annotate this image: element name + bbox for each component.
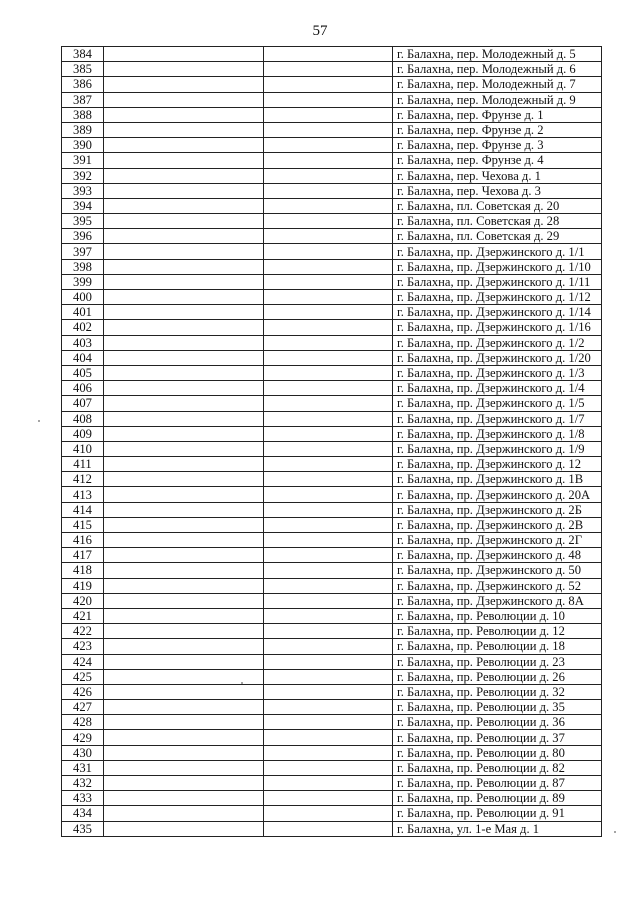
address-cell: г. Балахна, ул. 1-е Мая д. 1 — [393, 821, 602, 836]
row-number: 401 — [62, 305, 104, 320]
empty-cell — [264, 806, 393, 821]
table-row — [62, 548, 602, 563]
empty-cell — [104, 153, 264, 168]
scan-speck — [614, 831, 616, 833]
page-number: 57 — [312, 23, 328, 39]
address-cell: г. Балахна, пр. Революции д. 91 — [393, 806, 602, 821]
table-row — [62, 700, 602, 715]
address-cell: г. Балахна, пр. Дзержинского д. 1В — [393, 472, 602, 487]
table-row — [62, 411, 602, 426]
scan-speck — [241, 682, 243, 684]
address-cell: г. Балахна, пр. Дзержинского д. 12 — [393, 457, 602, 472]
address-cell: г. Балахна, пр. Революции д. 32 — [393, 684, 602, 699]
empty-cell — [104, 457, 264, 472]
row-number: 421 — [62, 608, 104, 623]
address-cell: г. Балахна, пер. Молодежный д. 7 — [393, 77, 602, 92]
table-row — [62, 472, 602, 487]
table-row — [62, 654, 602, 669]
table-row — [62, 502, 602, 517]
address-cell: г. Балахна, пр. Революции д. 89 — [393, 791, 602, 806]
address-cell: г. Балахна, пл. Советская д. 28 — [393, 214, 602, 229]
address-cell: г. Балахна, пр. Дзержинского д. 1/9 — [393, 441, 602, 456]
address-cell: г. Балахна, пер. Фрунзе д. 2 — [393, 122, 602, 137]
empty-cell — [104, 168, 264, 183]
table-row — [62, 821, 602, 836]
empty-cell — [264, 381, 393, 396]
empty-cell — [104, 274, 264, 289]
empty-cell — [264, 760, 393, 775]
empty-cell — [264, 821, 393, 836]
table-row — [62, 517, 602, 532]
empty-cell — [104, 229, 264, 244]
address-cell: г. Балахна, пр. Дзержинского д. 2Г — [393, 533, 602, 548]
empty-cell — [104, 745, 264, 760]
row-number: 433 — [62, 791, 104, 806]
table-row — [62, 760, 602, 775]
row-number: 426 — [62, 684, 104, 699]
empty-cell — [264, 122, 393, 137]
empty-cell — [104, 122, 264, 137]
table-row — [62, 426, 602, 441]
table-row — [62, 396, 602, 411]
empty-cell — [104, 548, 264, 563]
empty-cell — [104, 608, 264, 623]
row-number: 430 — [62, 745, 104, 760]
empty-cell — [104, 715, 264, 730]
empty-cell — [104, 472, 264, 487]
table-row — [62, 457, 602, 472]
empty-cell — [104, 441, 264, 456]
empty-cell — [264, 669, 393, 684]
row-number: 391 — [62, 153, 104, 168]
empty-cell — [264, 274, 393, 289]
table-row — [62, 441, 602, 456]
empty-cell — [104, 517, 264, 532]
empty-cell — [104, 487, 264, 502]
empty-cell — [104, 654, 264, 669]
address-cell: г. Балахна, пр. Дзержинского д. 1/4 — [393, 381, 602, 396]
empty-cell — [264, 350, 393, 365]
empty-cell — [104, 92, 264, 107]
empty-cell — [104, 47, 264, 62]
empty-cell — [264, 138, 393, 153]
empty-cell — [104, 244, 264, 259]
empty-cell — [264, 77, 393, 92]
empty-cell — [264, 639, 393, 654]
row-number: 397 — [62, 244, 104, 259]
row-number: 416 — [62, 533, 104, 548]
address-cell: г. Балахна, пр. Дзержинского д. 1/14 — [393, 305, 602, 320]
address-cell: г. Балахна, пр. Революции д. 10 — [393, 608, 602, 623]
empty-cell — [104, 198, 264, 213]
row-number: 402 — [62, 320, 104, 335]
table-row — [62, 183, 602, 198]
empty-cell — [104, 77, 264, 92]
address-cell: г. Балахна, пер. Молодежный д. 6 — [393, 62, 602, 77]
table-row — [62, 533, 602, 548]
empty-cell — [104, 760, 264, 775]
table-row — [62, 365, 602, 380]
empty-cell — [264, 365, 393, 380]
address-cell: г. Балахна, пл. Советская д. 20 — [393, 198, 602, 213]
empty-cell — [104, 335, 264, 350]
table-row — [62, 198, 602, 213]
empty-cell — [104, 396, 264, 411]
empty-cell — [264, 502, 393, 517]
empty-cell — [264, 411, 393, 426]
row-number: 407 — [62, 396, 104, 411]
address-cell: г. Балахна, пр. Дзержинского д. 50 — [393, 563, 602, 578]
address-cell: г. Балахна, пр. Революции д. 80 — [393, 745, 602, 760]
table-row — [62, 487, 602, 502]
empty-cell — [264, 183, 393, 198]
empty-cell — [264, 563, 393, 578]
empty-cell — [264, 730, 393, 745]
table-row — [62, 305, 602, 320]
row-number: 427 — [62, 700, 104, 715]
address-cell: г. Балахна, пр. Революции д. 23 — [393, 654, 602, 669]
row-number: 400 — [62, 290, 104, 305]
row-number: 389 — [62, 122, 104, 137]
row-number: 429 — [62, 730, 104, 745]
row-number: 425 — [62, 669, 104, 684]
empty-cell — [264, 593, 393, 608]
empty-cell — [264, 107, 393, 122]
empty-cell — [264, 715, 393, 730]
row-number: 390 — [62, 138, 104, 153]
empty-cell — [264, 487, 393, 502]
empty-cell — [264, 290, 393, 305]
table-row — [62, 745, 602, 760]
empty-cell — [264, 426, 393, 441]
empty-cell — [264, 198, 393, 213]
table-row — [62, 578, 602, 593]
address-cell: г. Балахна, пр. Революции д. 82 — [393, 760, 602, 775]
empty-cell — [264, 320, 393, 335]
table-row — [62, 107, 602, 122]
table-row — [62, 274, 602, 289]
empty-cell — [264, 624, 393, 639]
empty-cell — [264, 548, 393, 563]
address-cell: г. Балахна, пр. Революции д. 26 — [393, 669, 602, 684]
address-cell: г. Балахна, пр. Дзержинского д. 20А — [393, 487, 602, 502]
empty-cell — [104, 259, 264, 274]
address-cell: г. Балахна, пр. Дзержинского д. 1/7 — [393, 411, 602, 426]
address-cell: г. Балахна, пр. Дзержинского д. 1/11 — [393, 274, 602, 289]
empty-cell — [104, 684, 264, 699]
empty-cell — [264, 441, 393, 456]
address-cell: г. Балахна, пр. Революции д. 12 — [393, 624, 602, 639]
empty-cell — [264, 776, 393, 791]
empty-cell — [104, 776, 264, 791]
empty-cell — [264, 47, 393, 62]
empty-cell — [104, 183, 264, 198]
address-cell: г. Балахна, пр. Дзержинского д. 1/16 — [393, 320, 602, 335]
row-number: 394 — [62, 198, 104, 213]
row-number: 393 — [62, 183, 104, 198]
table-row — [62, 77, 602, 92]
empty-cell — [264, 533, 393, 548]
address-cell: г. Балахна, пер. Фрунзе д. 4 — [393, 153, 602, 168]
table-row — [62, 806, 602, 821]
address-cell: г. Балахна, пр. Дзержинского д. 1/8 — [393, 426, 602, 441]
empty-cell — [104, 305, 264, 320]
row-number: 414 — [62, 502, 104, 517]
row-number: 392 — [62, 168, 104, 183]
empty-cell — [264, 153, 393, 168]
empty-cell — [264, 305, 393, 320]
row-number: 420 — [62, 593, 104, 608]
row-number: 409 — [62, 426, 104, 441]
empty-cell — [104, 107, 264, 122]
address-cell: г. Балахна, пр. Дзержинского д. 2В — [393, 517, 602, 532]
table-row — [62, 214, 602, 229]
table-row — [62, 62, 602, 77]
address-cell: г. Балахна, пр. Дзержинского д. 1/3 — [393, 365, 602, 380]
address-cell: г. Балахна, пер. Чехова д. 3 — [393, 183, 602, 198]
empty-cell — [264, 335, 393, 350]
table-row — [62, 776, 602, 791]
empty-cell — [264, 259, 393, 274]
table-row — [62, 624, 602, 639]
row-number: 384 — [62, 47, 104, 62]
row-number: 395 — [62, 214, 104, 229]
row-number: 423 — [62, 639, 104, 654]
empty-cell — [104, 669, 264, 684]
address-cell: г. Балахна, пл. Советская д. 29 — [393, 229, 602, 244]
row-number: 385 — [62, 62, 104, 77]
empty-cell — [104, 791, 264, 806]
address-cell: г. Балахна, пер. Чехова д. 1 — [393, 168, 602, 183]
empty-cell — [104, 381, 264, 396]
row-number: 432 — [62, 776, 104, 791]
row-number: 398 — [62, 259, 104, 274]
table-row — [62, 639, 602, 654]
row-number: 424 — [62, 654, 104, 669]
row-number: 418 — [62, 563, 104, 578]
empty-cell — [264, 608, 393, 623]
row-number: 404 — [62, 350, 104, 365]
address-cell: г. Балахна, пер. Молодежный д. 9 — [393, 92, 602, 107]
table-row — [62, 350, 602, 365]
address-cell: г. Балахна, пр. Дзержинского д. 1/12 — [393, 290, 602, 305]
empty-cell — [104, 502, 264, 517]
empty-cell — [104, 290, 264, 305]
address-cell: г. Балахна, пр. Дзержинского д. 2Б — [393, 502, 602, 517]
table-row — [62, 244, 602, 259]
empty-cell — [104, 320, 264, 335]
row-number: 386 — [62, 77, 104, 92]
empty-cell — [104, 365, 264, 380]
table-row — [62, 381, 602, 396]
empty-cell — [104, 578, 264, 593]
address-cell: г. Балахна, пр. Революции д. 37 — [393, 730, 602, 745]
row-number: 431 — [62, 760, 104, 775]
address-cell: г. Балахна, пр. Дзержинского д. 1/5 — [393, 396, 602, 411]
table-row — [62, 715, 602, 730]
address-cell: г. Балахна, пр. Дзержинского д. 8А — [393, 593, 602, 608]
address-cell: г. Балахна, пр. Дзержинского д. 48 — [393, 548, 602, 563]
table-row — [62, 47, 602, 62]
table-row — [62, 320, 602, 335]
row-number: 388 — [62, 107, 104, 122]
scan-speck — [38, 420, 40, 422]
row-number: 415 — [62, 517, 104, 532]
empty-cell — [264, 396, 393, 411]
empty-cell — [264, 578, 393, 593]
row-number: 435 — [62, 821, 104, 836]
row-number: 387 — [62, 92, 104, 107]
table-row — [62, 730, 602, 745]
empty-cell — [104, 214, 264, 229]
empty-cell — [264, 214, 393, 229]
address-cell: г. Балахна, пер. Молодежный д. 5 — [393, 47, 602, 62]
empty-cell — [104, 730, 264, 745]
row-number: 419 — [62, 578, 104, 593]
address-cell: г. Балахна, пр. Революции д. 36 — [393, 715, 602, 730]
empty-cell — [264, 791, 393, 806]
address-table — [61, 46, 602, 837]
address-cell: г. Балахна, пр. Дзержинского д. 1/1 — [393, 244, 602, 259]
address-cell: г. Балахна, пер. Фрунзе д. 3 — [393, 138, 602, 153]
row-number: 396 — [62, 229, 104, 244]
empty-cell — [264, 244, 393, 259]
empty-cell — [104, 700, 264, 715]
table-row — [62, 335, 602, 350]
empty-cell — [264, 62, 393, 77]
address-cell: г. Балахна, пр. Дзержинского д. 1/2 — [393, 335, 602, 350]
address-table-body — [62, 47, 602, 837]
table-row — [62, 290, 602, 305]
empty-cell — [104, 426, 264, 441]
empty-cell — [104, 138, 264, 153]
empty-cell — [104, 563, 264, 578]
empty-cell — [264, 517, 393, 532]
empty-cell — [104, 593, 264, 608]
empty-cell — [104, 411, 264, 426]
table-row — [62, 138, 602, 153]
row-number: 413 — [62, 487, 104, 502]
table-row — [62, 608, 602, 623]
empty-cell — [264, 472, 393, 487]
row-number: 406 — [62, 381, 104, 396]
table-row — [62, 593, 602, 608]
row-number: 403 — [62, 335, 104, 350]
empty-cell — [264, 457, 393, 472]
row-number: 410 — [62, 441, 104, 456]
empty-cell — [264, 168, 393, 183]
empty-cell — [264, 745, 393, 760]
empty-cell — [264, 654, 393, 669]
address-cell: г. Балахна, пер. Фрунзе д. 1 — [393, 107, 602, 122]
row-number: 399 — [62, 274, 104, 289]
row-number: 422 — [62, 624, 104, 639]
table-row — [62, 92, 602, 107]
address-cell: г. Балахна, пр. Революции д. 35 — [393, 700, 602, 715]
empty-cell — [104, 350, 264, 365]
empty-cell — [264, 684, 393, 699]
empty-cell — [104, 533, 264, 548]
table-row — [62, 791, 602, 806]
table-row — [62, 259, 602, 274]
table-row — [62, 122, 602, 137]
empty-cell — [264, 700, 393, 715]
address-cell: г. Балахна, пр. Дзержинского д. 1/10 — [393, 259, 602, 274]
address-cell: г. Балахна, пр. Революции д. 87 — [393, 776, 602, 791]
row-number: 417 — [62, 548, 104, 563]
table-row — [62, 669, 602, 684]
row-number: 408 — [62, 411, 104, 426]
address-cell: г. Балахна, пр. Дзержинского д. 52 — [393, 578, 602, 593]
table-row — [62, 229, 602, 244]
row-number: 428 — [62, 715, 104, 730]
table-row — [62, 168, 602, 183]
table-row — [62, 684, 602, 699]
table-row — [62, 153, 602, 168]
row-number: 434 — [62, 806, 104, 821]
table-row — [62, 563, 602, 578]
address-cell: г. Балахна, пр. Революции д. 18 — [393, 639, 602, 654]
empty-cell — [104, 62, 264, 77]
empty-cell — [104, 624, 264, 639]
address-cell: г. Балахна, пр. Дзержинского д. 1/20 — [393, 350, 602, 365]
empty-cell — [264, 92, 393, 107]
row-number: 412 — [62, 472, 104, 487]
empty-cell — [104, 806, 264, 821]
row-number: 411 — [62, 457, 104, 472]
empty-cell — [264, 229, 393, 244]
empty-cell — [104, 821, 264, 836]
empty-cell — [104, 639, 264, 654]
row-number: 405 — [62, 365, 104, 380]
